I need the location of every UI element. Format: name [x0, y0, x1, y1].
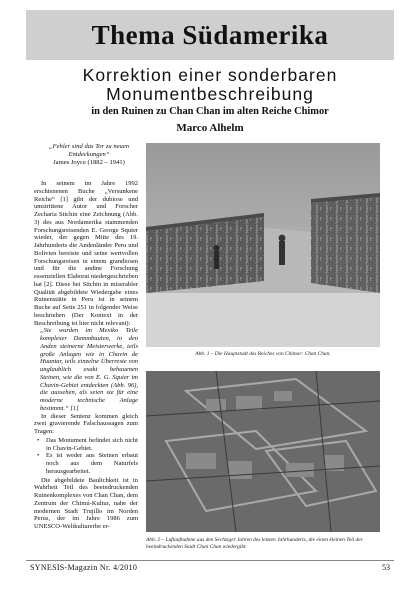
epigraph-line2: Entdeckungen“ — [68, 151, 110, 159]
page-number: 53 — [382, 563, 390, 572]
body-paragraph-3: Die abgebildete Baulichkeit ist in Wahrheit Teil des beeindruckenden Ruinenkomplexes von Chan Chan, dem Zentrum der Chimú-Kultur, nahe der modernen Stadt Trujillo im Norden Perus, der im Jahre 1986 zum UNESCO-Weltkulturerbe er- — [34, 476, 138, 530]
epigraph-attribution: James Joyce (1882 – 1941) — [53, 159, 125, 167]
epigraph-line1: „Fehler sind das Tor zu neuen — [48, 143, 130, 150]
body-quote: „Sie wurden im Mexiko Teile komplexer Dammbauten, in den Anden steinerne Meisterwerke, teils große Anlagen wie in Chavin de Huantar, teils einzelne Überreste von unglaublich exakt behauenen Steinen, wie die von E. G. Squier im Chavin-Gebiet entdeckten (Abb. 96), die aussehen, als seien sie für eine moderne technische Anlage bestimmt.“ [1] — [40, 327, 138, 412]
body-paragraph-2: In dieser Sentenz kommen gleich zwei gravierende Falschaussagen zum Tragen: — [34, 412, 138, 435]
chan-chan-wall-image — [146, 143, 380, 347]
bullet-list — [34, 437, 138, 476]
article-title-line2: Monumentbeschreibung — [106, 84, 314, 104]
figure-2-caption: Abb. 2 – Luftaufnahme aus den Sechziger Jahren des letzten Jahrhunderts, die einen kleinen Teil der beeindruckenden Stadt Chan Chan wiedergibt. — [146, 537, 363, 550]
section-header — [26, 10, 394, 60]
figure-1-caption: Abb. 1 – Die Hauptstadt des Reiches von Chimor: Chan Chan. — [195, 351, 331, 357]
chan-chan-wall-photo — [146, 143, 380, 347]
article-title — [30, 66, 390, 104]
body-text-column — [34, 180, 138, 531]
body-paragraph-1: In seinem im Jahre 1992 erschienenen Buche „Versunkene Reiche“ [1] gibt der dubiose und umstrittene Autor und Forscher Zecharia Sitchin eine Zeichnung (Abb. 3) des aus Nordamerika stammenden Forschungsreisenden E. George Squier wieder, der gegen Mitte des 19. Jahrhunderts die Andenländer Peru und Bolivien bereiste und seine wertvollen Forschungsreisen in einem grandiosen und für die andine Forschung essenziellen Elaborat niedergeschrieben hat [2]. Diese bei Sitchin in miserabler Qualität abgebildete Wiedergabe eines Ruinenstätte in Peru ist in seinem Buche auf Seite 251 in folgender Weise beschrieben (Der Kontext in der Beschreibung ist hier nicht relevant): — [34, 180, 138, 327]
article-subtitle: in den Ruinen zu Chan Chan im alten Reiche Chimor — [91, 106, 329, 117]
article-author: Marco Alhelm — [176, 122, 244, 134]
chan-chan-aerial-image — [146, 371, 380, 532]
footer-rule — [26, 560, 394, 561]
bullet-item-1: • Das Monument befindet sich nicht in Chavin-Gebiet. — [46, 437, 138, 453]
footer-publication: SYNESIS-Magazin Nr. 4/2010 — [30, 563, 138, 572]
epigraph — [46, 143, 132, 168]
article-title-line1: Korrektion einer sonderbaren — [82, 65, 338, 85]
section-title: Thema Südamerika — [91, 20, 329, 50]
chan-chan-aerial-photo — [146, 371, 380, 532]
bullet-item-2: • Es ist weder aus Steinen erbaut noch aus dem Naturfels herausgearbeitet. — [46, 452, 138, 475]
